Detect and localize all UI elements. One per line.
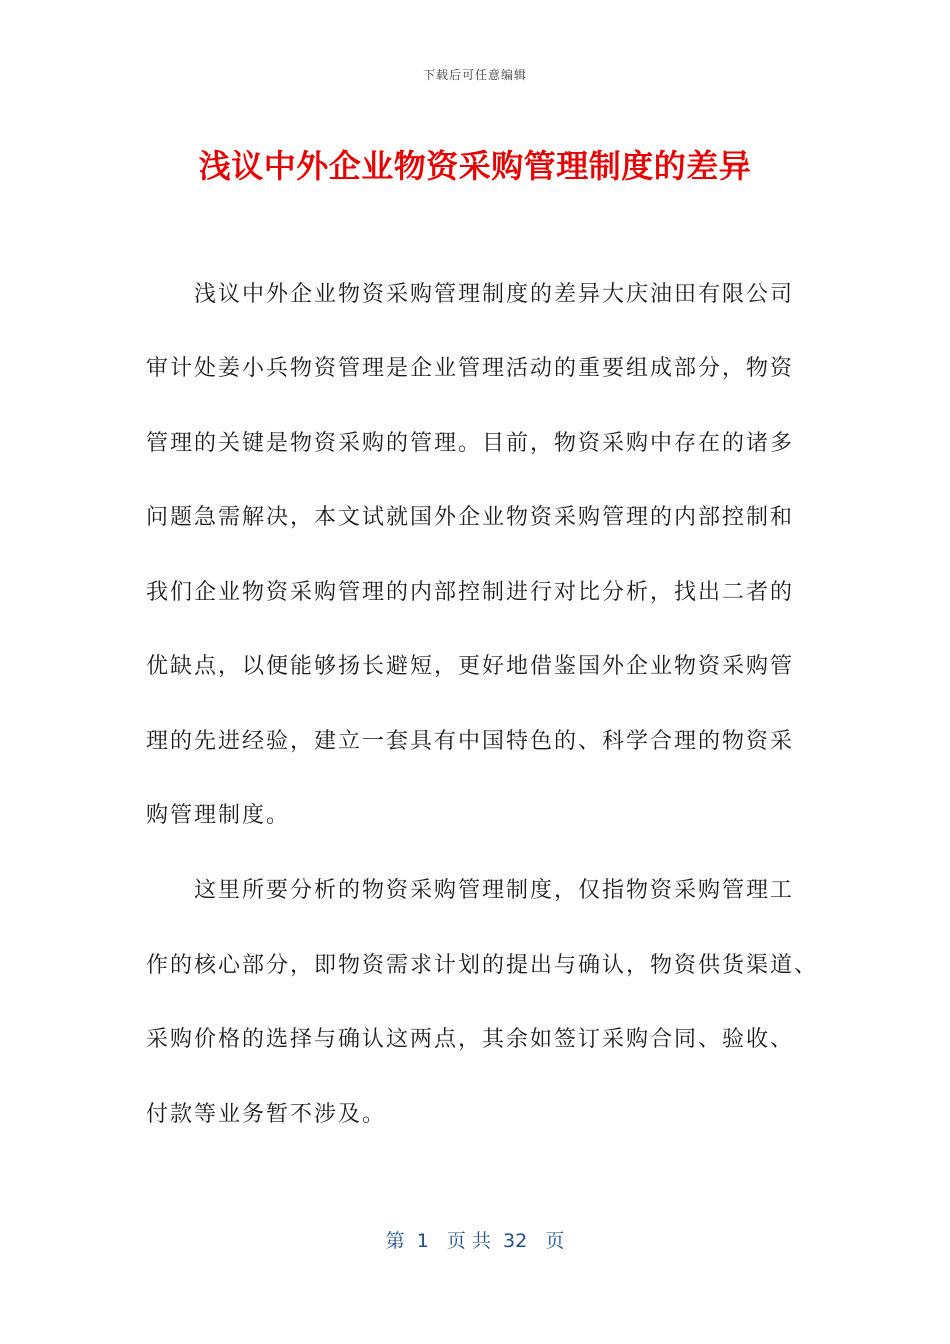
header-note: 下载后可任意编辑 xyxy=(422,68,527,82)
paragraph-1-line: 购管理制度。 xyxy=(146,803,291,828)
paragraph-1-line: 我们企业物资采购管理的内部控制进行对比分析，找出二者的 xyxy=(146,580,795,605)
paragraph-2-line: 作的核心部分，即物资需求计划的提出与确认，物资供货渠道、 xyxy=(146,953,819,978)
paragraph-1-line: 管理的关键是物资采购的管理。目前，物资采购中存在的诸多 xyxy=(146,431,795,456)
page-footer: 第 1 页 共 32 页 xyxy=(385,1230,565,1252)
paragraph-1-line: 优缺点，以便能够扬长避短，更好地借鉴国外企业物资采购管 xyxy=(146,654,795,679)
paragraph-1-line: 问题急需解决，本文试就国外企业物资采购管理的内部控制和 xyxy=(146,505,795,530)
paragraph-2-line: 这里所要分析的物资采购管理制度，仅指物资采购管理工 xyxy=(194,878,795,903)
document-title: 浅议中外企业物资采购管理制度的差异 xyxy=(198,147,752,185)
paragraph-2-line: 采购价格的选择与确认这两点，其余如签订采购合同、验收、 xyxy=(146,1027,795,1052)
paragraph-1-line: 浅议中外企业物资采购管理制度的差异大庆油田有限公司 xyxy=(194,282,795,307)
paragraph-2-line: 付款等业务暂不涉及。 xyxy=(146,1102,387,1127)
paragraph-1-line: 审计处姜小兵物资管理是企业管理活动的重要组成部分，物资 xyxy=(146,356,795,381)
paragraph-1-line: 理的先进经验，建立一套具有中国特色的、科学合理的物资采 xyxy=(146,729,795,754)
